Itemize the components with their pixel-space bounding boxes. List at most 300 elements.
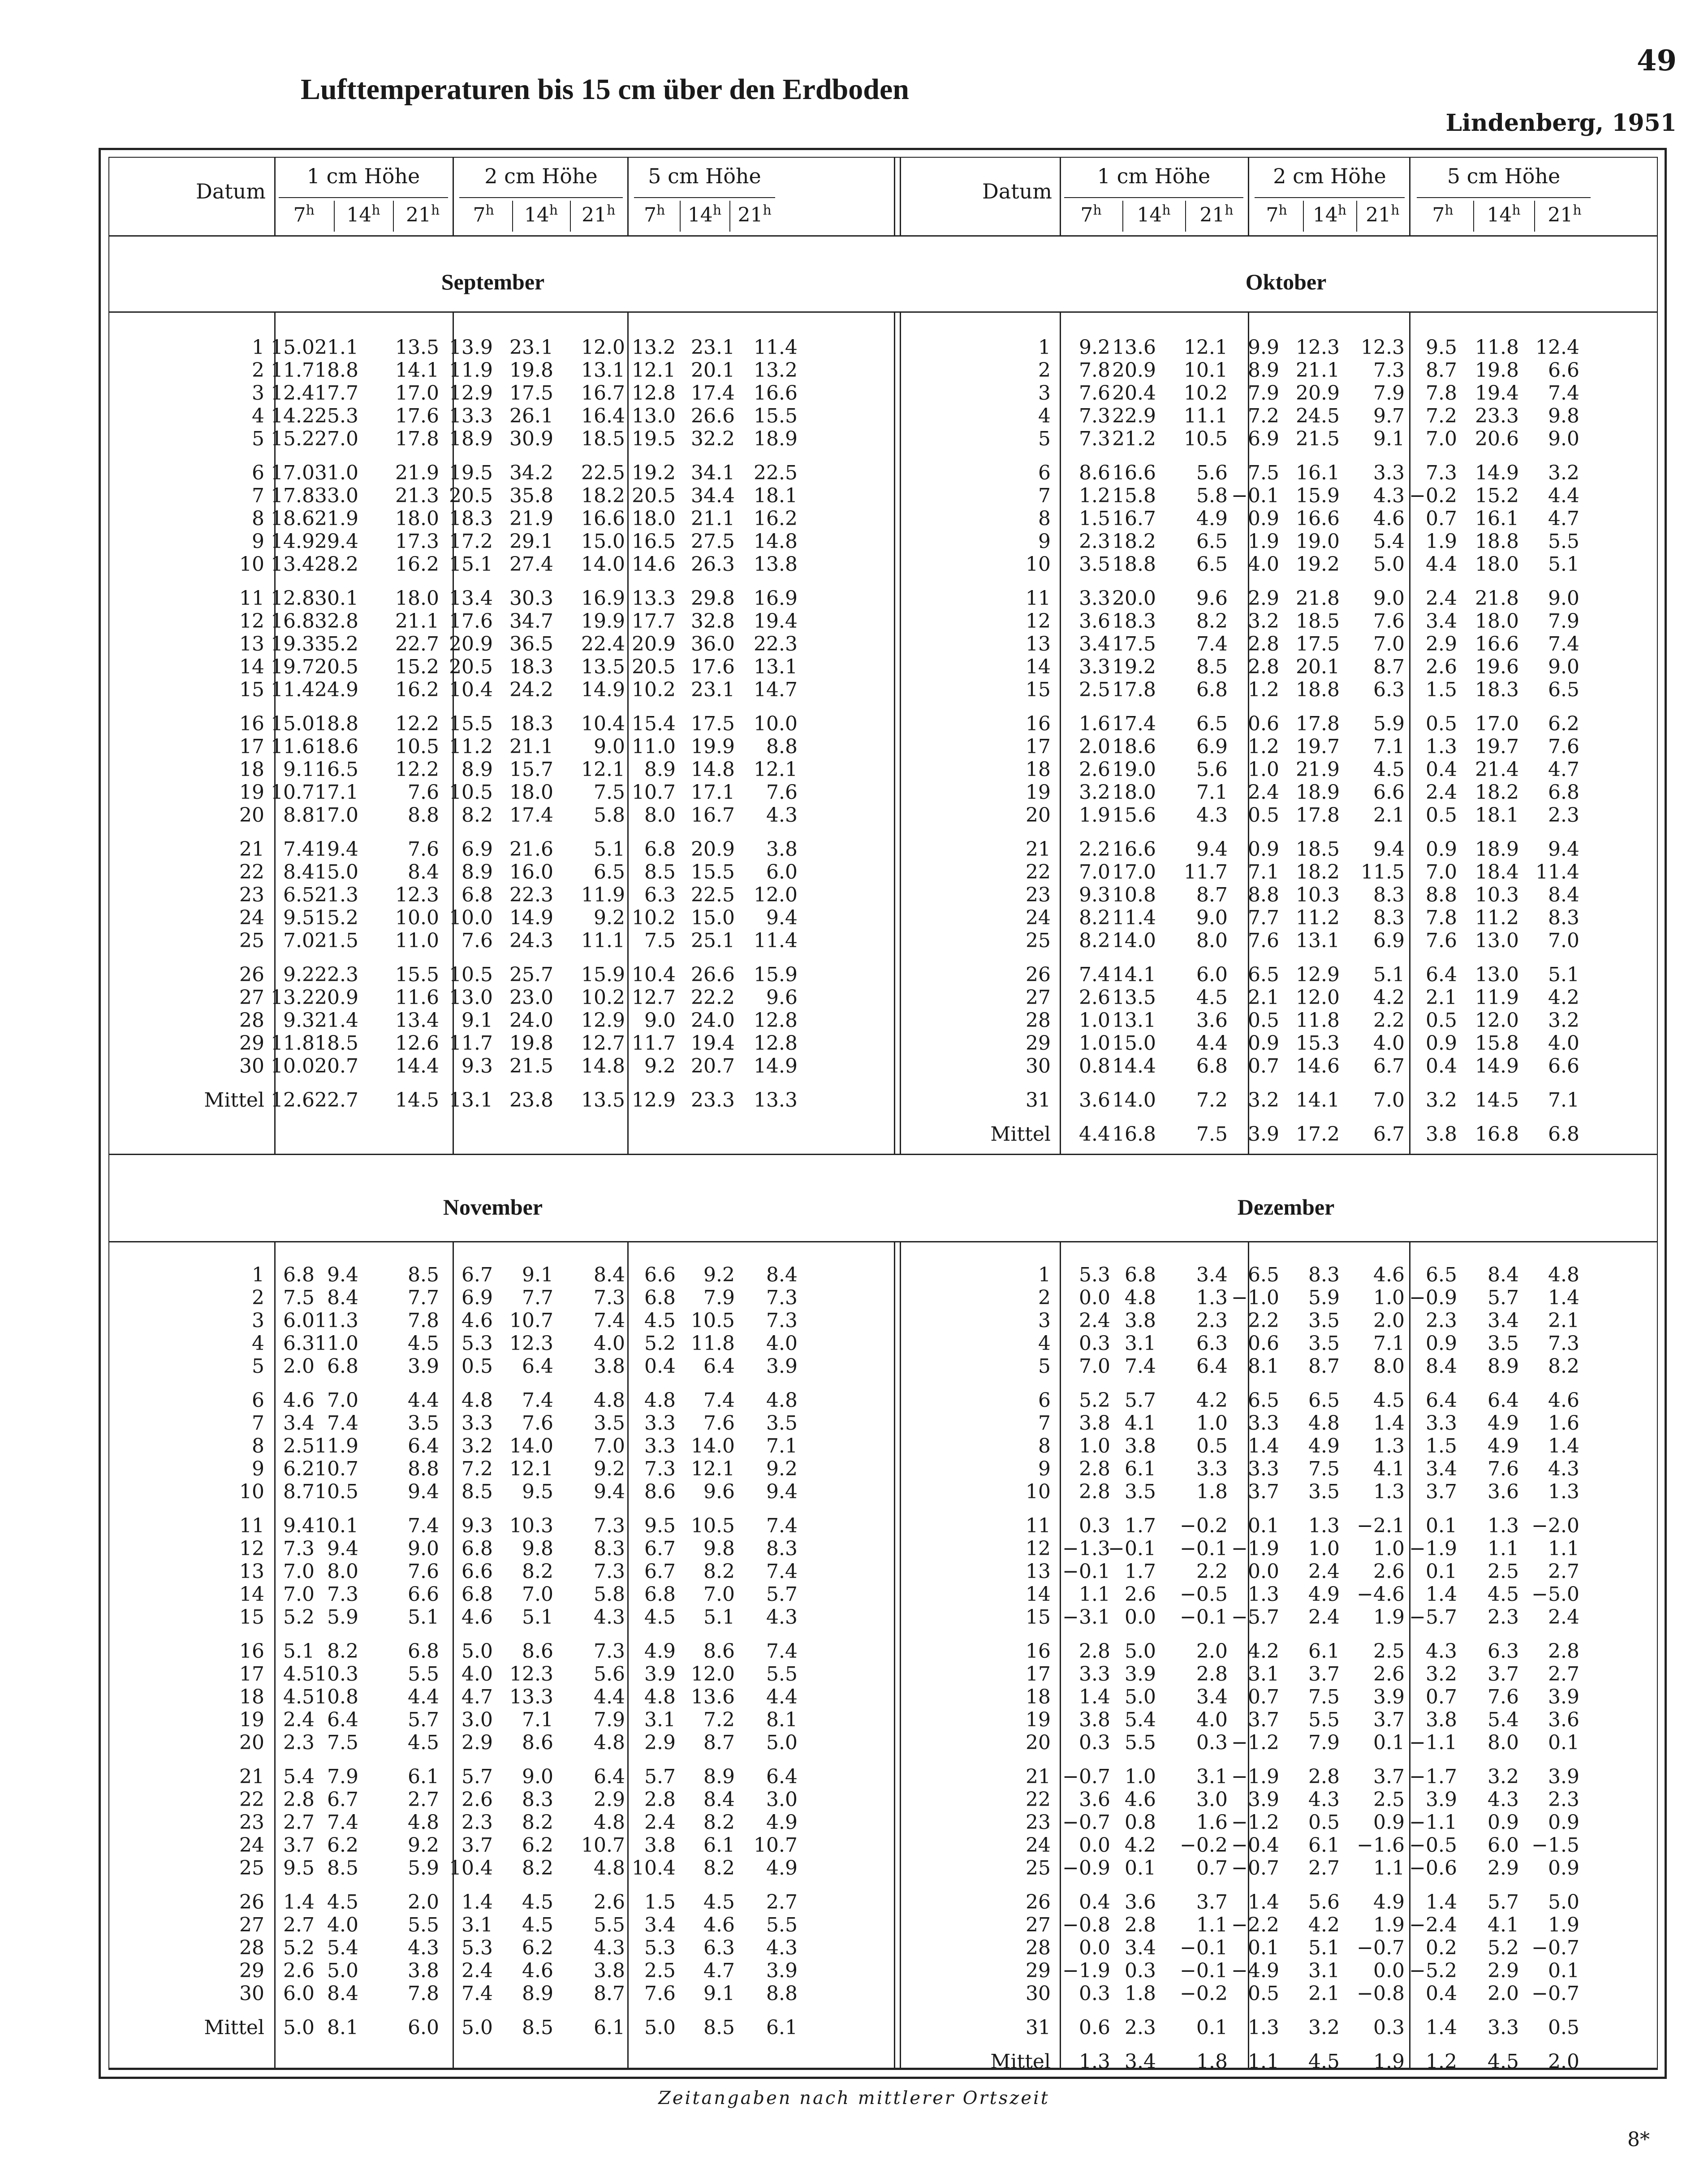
table-cell: 8.9 xyxy=(1248,359,1279,382)
table-cell: 7.5 xyxy=(1308,1457,1340,1480)
table-cell: 3.2 xyxy=(462,1435,493,1457)
table-cell: 20.6 xyxy=(1475,427,1519,450)
table-cell: 6.4 xyxy=(594,1765,625,1788)
time-divider xyxy=(1534,201,1535,232)
table-cell: 8.2 xyxy=(522,1811,553,1834)
table-cell: 10.0 xyxy=(395,906,439,929)
table-cell: 4.5 xyxy=(1373,1389,1405,1412)
table-cell: 6.7 xyxy=(644,1537,676,1560)
table-cell: −0.7 xyxy=(1062,1765,1110,1788)
table-cell: 4.0 xyxy=(766,1332,798,1355)
table-cell: 16.4 xyxy=(581,405,625,427)
table-row-datum: 26 xyxy=(239,1891,264,1914)
table-cell: 1.3 xyxy=(1196,1286,1228,1309)
table-cell: 3.9 xyxy=(644,1663,676,1686)
table-cell: 8.6 xyxy=(522,1731,553,1754)
table-cell: 5.3 xyxy=(1079,1263,1110,1286)
table-cell: 6.1 xyxy=(408,1765,439,1788)
table-cell: 5.7 xyxy=(766,1583,798,1606)
table-cell: 3.6 xyxy=(1079,1788,1110,1811)
table-cell: 4.0 xyxy=(594,1332,625,1355)
table-cell: 20.5 xyxy=(449,484,493,507)
table-cell: 2.6 xyxy=(1373,1560,1405,1583)
table-cell: 36.0 xyxy=(691,633,735,655)
table-cell: 12.1 xyxy=(691,1457,735,1480)
table-cell: 0.5 xyxy=(1426,804,1457,827)
table-cell: 1.4 xyxy=(1373,1412,1405,1435)
table-cell: 4.3 xyxy=(766,804,798,827)
table-cell: 15.5 xyxy=(449,712,493,735)
table-cell: 4.9 xyxy=(766,1811,798,1834)
table-cell: 3.7 xyxy=(1248,1708,1279,1731)
station-year: Lindenberg, 1951 xyxy=(1445,109,1677,137)
table-cell: 22.7 xyxy=(395,633,439,655)
table-row-datum: 25 xyxy=(239,1857,264,1880)
table-cell: 14.6 xyxy=(1296,1055,1340,1078)
table-cell: 16.8 xyxy=(271,610,315,633)
table-row-datum: 22 xyxy=(239,861,264,884)
table-cell: 7.4 xyxy=(1079,963,1110,986)
table-row-datum: 3 xyxy=(252,382,264,405)
table-cell: 31.0 xyxy=(315,461,358,484)
table-cell: 4.6 xyxy=(522,1959,553,1982)
table-cell: 15.2 xyxy=(271,427,315,450)
table-cell: 13.2 xyxy=(754,359,798,382)
table-cell: 13.1 xyxy=(754,655,798,678)
table-cell: 3.2 xyxy=(1426,1089,1457,1112)
table-cell: 7.6 xyxy=(462,929,493,952)
table-row-datum: 30 xyxy=(1026,1055,1051,1078)
table-cell: 7.4 xyxy=(1196,633,1228,655)
table-cell: 13.1 xyxy=(1112,1009,1156,1032)
table-cell: 14.0 xyxy=(1112,929,1156,952)
table-cell: −0.2 xyxy=(1409,484,1457,507)
table-cell: 3.4 xyxy=(1079,633,1110,655)
time-label: 7$^h$ xyxy=(644,203,665,227)
table-cell: 2.6 xyxy=(1079,986,1110,1009)
table-cell: 20.0 xyxy=(1112,587,1156,610)
table-cell: 1.0 xyxy=(1079,1009,1110,1032)
table-cell: 18.2 xyxy=(1296,861,1340,884)
table-cell: −0.1 xyxy=(1180,1936,1228,1959)
table-cell: 4.6 xyxy=(283,1389,315,1412)
table-cell: 7.2 xyxy=(462,1457,493,1480)
table-row-datum: 12 xyxy=(239,610,264,633)
table-cell: 0.7 xyxy=(1196,1857,1228,1880)
table-cell: −1.5 xyxy=(1531,1834,1579,1857)
table-cell: 3.1 xyxy=(644,1708,676,1731)
center-divider-b xyxy=(900,157,901,235)
table-cell: 4.2 xyxy=(1308,1914,1340,1936)
table-cell: 14.9 xyxy=(754,1055,798,1078)
table-cell: 12.0 xyxy=(1475,1009,1519,1032)
table-cell: 21.5 xyxy=(315,929,358,952)
table-cell: −1.3 xyxy=(1062,1537,1110,1560)
table-cell: 14.9 xyxy=(509,906,553,929)
table-cell: 3.3 xyxy=(644,1435,676,1457)
table-row-datum: 15 xyxy=(239,1606,264,1629)
table-cell: 8.4 xyxy=(1548,884,1579,906)
table-cell: 12.3 xyxy=(509,1332,553,1355)
table-cell: 34.1 xyxy=(691,461,735,484)
table-cell: 3.9 xyxy=(1548,1686,1579,1708)
table-cell: 3.3 xyxy=(1426,1412,1457,1435)
table-cell: 9.0 xyxy=(1548,427,1579,450)
table-cell: 6.0 xyxy=(1488,1834,1519,1857)
table-cell: 0.4 xyxy=(1079,1891,1110,1914)
table-cell: 26.6 xyxy=(691,405,735,427)
table-cell: 11.8 xyxy=(1296,1009,1340,1032)
table-cell: 2.8 xyxy=(1079,1640,1110,1663)
table-cell: 1.9 xyxy=(1248,530,1279,553)
table-row-datum: 29 xyxy=(1026,1959,1051,1982)
table-cell: 8.2 xyxy=(703,1811,735,1834)
table-cell: 13.9 xyxy=(449,336,493,359)
mittel-cell: 22.7 xyxy=(315,1089,358,1112)
table-row-datum: 5 xyxy=(252,1355,264,1378)
table-cell: 9.0 xyxy=(1548,655,1579,678)
table-row-datum: 20 xyxy=(1026,1731,1051,1754)
table-cell: 23.3 xyxy=(1475,405,1519,427)
table-cell: 8.5 xyxy=(1196,655,1228,678)
table-cell: 25.7 xyxy=(509,963,553,986)
table-cell: 11.4 xyxy=(271,678,315,701)
table-cell: 8.0 xyxy=(644,804,676,827)
table-cell: 5.6 xyxy=(1196,461,1228,484)
table-cell: 15.7 xyxy=(509,758,553,781)
table-cell: 17.1 xyxy=(691,781,735,804)
table-cell: 2.7 xyxy=(1548,1560,1579,1583)
table-cell: 6.5 xyxy=(1248,1389,1279,1412)
table-row-datum: 22 xyxy=(1026,861,1051,884)
table-cell: 7.6 xyxy=(408,781,439,804)
table-row-datum: 17 xyxy=(239,735,264,758)
table-cell: 0.9 xyxy=(1426,838,1457,861)
time-divider xyxy=(1122,201,1123,232)
mittel-cell: 5.0 xyxy=(283,2016,315,2039)
table-cell: 16.0 xyxy=(509,861,553,884)
table-cell: 2.6 xyxy=(283,1959,315,1982)
month-title: Dezember xyxy=(1237,1194,1335,1220)
table-cell: 10.5 xyxy=(449,963,493,986)
table-cell: 9.3 xyxy=(462,1055,493,1078)
table-cell: 18.0 xyxy=(632,507,676,530)
table-cell: 4.2 xyxy=(1548,986,1579,1009)
table-cell: 19.7 xyxy=(1296,735,1340,758)
table-cell: 9.4 xyxy=(766,1480,798,1503)
table-row-datum: 23 xyxy=(1026,884,1051,906)
table-cell: 9.1 xyxy=(522,1263,553,1286)
table-cell: 4.5 xyxy=(1373,758,1405,781)
table-cell: 12.3 xyxy=(1361,336,1405,359)
table-cell: 19.8 xyxy=(509,359,553,382)
table-cell: 24.0 xyxy=(691,1009,735,1032)
table-cell: 11.7 xyxy=(632,1032,676,1055)
table-cell: 5.7 xyxy=(1488,1891,1519,1914)
table-row-datum: 30 xyxy=(239,1982,264,2005)
table-cell: 21.8 xyxy=(1475,587,1519,610)
table-row-datum: 13 xyxy=(1026,633,1051,655)
table-cell: 4.6 xyxy=(1373,507,1405,530)
table-cell: 20.1 xyxy=(691,359,735,382)
table-cell: 7.0 xyxy=(1079,861,1110,884)
table-row-datum: 22 xyxy=(1026,1788,1051,1811)
table-cell: 0.3 xyxy=(1125,1959,1156,1982)
table-cell: 6.3 xyxy=(283,1332,315,1355)
table-cell: 13.3 xyxy=(509,1686,553,1708)
table-cell: 12.3 xyxy=(1296,336,1340,359)
table-cell: 4.7 xyxy=(1548,758,1579,781)
table-cell: 6.4 xyxy=(1426,963,1457,986)
table-cell: 0.5 xyxy=(1196,1435,1228,1457)
table-cell: 3.4 xyxy=(1488,1309,1519,1332)
center-divider-d xyxy=(900,311,901,1154)
table-cell: 6.6 xyxy=(1548,359,1579,382)
time-label: 14$^h$ xyxy=(524,203,558,227)
table-cell: 4.2 xyxy=(1125,1834,1156,1857)
table-row-datum: 29 xyxy=(239,1959,264,1982)
table-row-datum: 19 xyxy=(239,1708,264,1731)
table-cell: 0.3 xyxy=(1079,1982,1110,2005)
table-cell: 3.4 xyxy=(1196,1263,1228,1286)
mittel-cell: 8.1 xyxy=(327,2016,358,2039)
table-cell: 7.0 xyxy=(283,1583,315,1606)
table-cell: 8.3 xyxy=(766,1537,798,1560)
table-cell: 10.7 xyxy=(271,781,315,804)
table-cell: 2.8 xyxy=(1548,1640,1579,1663)
table-cell: 3.2 xyxy=(1079,781,1110,804)
table-row-datum: 19 xyxy=(1026,1708,1051,1731)
height-label: 2 cm Höhe xyxy=(1273,164,1386,188)
table-cell: 21.3 xyxy=(315,884,358,906)
mittel-cell: 4.4 xyxy=(1079,1123,1110,1146)
table-cell: 15.9 xyxy=(1296,484,1340,507)
table-cell: 4.8 xyxy=(1548,1263,1579,1286)
table-cell: 8.2 xyxy=(1079,929,1110,952)
table-cell: 0.9 xyxy=(1488,1811,1519,1834)
table-cell: 20.9 xyxy=(1112,359,1156,382)
table-cell: 16.6 xyxy=(1296,507,1340,530)
table-cell: 4.8 xyxy=(1308,1412,1340,1435)
table-cell: 18.0 xyxy=(1112,781,1156,804)
table-cell: 1.3 xyxy=(1373,1435,1405,1457)
table-cell: 12.1 xyxy=(1184,336,1228,359)
table-cell: 4.9 xyxy=(1308,1435,1340,1457)
table-cell: 3.3 xyxy=(1248,1457,1279,1480)
table-cell: 6.2 xyxy=(327,1834,358,1857)
table-cell: 19.2 xyxy=(1296,553,1340,576)
table-cell: −0.7 xyxy=(1231,1857,1279,1880)
table-cell: 3.3 xyxy=(644,1412,676,1435)
table-cell: 24.2 xyxy=(509,678,553,701)
table-cell: 2.6 xyxy=(1079,758,1110,781)
table-cell: 9.2 xyxy=(594,1457,625,1480)
table-cell: 7.4 xyxy=(462,1982,493,2005)
table-cell: 4.5 xyxy=(522,1914,553,1936)
table-row-datum: 20 xyxy=(1026,804,1051,827)
table-cell: 8.2 xyxy=(1196,610,1228,633)
table-cell: 4.3 xyxy=(766,1936,798,1959)
table-cell: 5.8 xyxy=(1196,484,1228,507)
table-cell: 19.2 xyxy=(632,461,676,484)
table-cell: 17.5 xyxy=(509,382,553,405)
table-cell: 7.4 xyxy=(1125,1355,1156,1378)
mittel-cell: 8.5 xyxy=(522,2016,553,2039)
table-row-datum: 9 xyxy=(1038,530,1051,553)
table-cell: 0.5 xyxy=(1248,1009,1279,1032)
table-cell: 0.0 xyxy=(1079,1936,1110,1959)
table-cell: 6.0 xyxy=(283,1309,315,1332)
table-cell: 3.1 xyxy=(1248,1663,1279,1686)
table-cell: 2.0 xyxy=(1373,1309,1405,1332)
mittel-cell: 23.8 xyxy=(509,1089,553,1112)
table-cell: 10.0 xyxy=(449,906,493,929)
table-cell: 18.8 xyxy=(1475,530,1519,553)
table-row-datum: 16 xyxy=(1026,1640,1051,1663)
table-cell: 8.9 xyxy=(462,861,493,884)
height-label: 1 cm Höhe xyxy=(1097,164,1211,188)
table-cell: −3.1 xyxy=(1062,1606,1110,1629)
table-cell: 17.0 xyxy=(1475,712,1519,735)
table-cell: 2.6 xyxy=(462,1788,493,1811)
table-cell: 7.3 xyxy=(594,1514,625,1537)
table-row-datum: 6 xyxy=(1038,461,1051,484)
height-underline xyxy=(1255,197,1405,198)
table-cell: 7.9 xyxy=(327,1765,358,1788)
table-cell: 10.4 xyxy=(632,963,676,986)
table-cell: 8.1 xyxy=(766,1708,798,1731)
table-row-datum: 1 xyxy=(1038,336,1051,359)
table-cell: 18.5 xyxy=(1296,838,1340,861)
table-cell: 7.0 xyxy=(327,1389,358,1412)
table-cell: 0.1 xyxy=(1548,1731,1579,1754)
table-cell: 7.6 xyxy=(1426,929,1457,952)
table-cell: 17.0 xyxy=(1112,861,1156,884)
table-cell: 9.3 xyxy=(283,1009,315,1032)
table-cell: 7.8 xyxy=(1079,359,1110,382)
time-divider xyxy=(393,201,394,232)
mittel-cell: 14.5 xyxy=(395,1089,439,1112)
table-cell: 0.5 xyxy=(1248,1982,1279,2005)
table-cell: 9.4 xyxy=(327,1263,358,1286)
table-cell: 8.4 xyxy=(766,1263,798,1286)
table-row-datum: 3 xyxy=(252,1309,264,1332)
table-cell: 5.4 xyxy=(1125,1708,1156,1731)
table-cell: 11.7 xyxy=(271,359,315,382)
table-cell: 3.7 xyxy=(1373,1765,1405,1788)
table-cell: 2.0 xyxy=(1196,1640,1228,1663)
table-cell: 3.8 xyxy=(1079,1708,1110,1731)
table-cell: 7.7 xyxy=(522,1286,553,1309)
table-cell: 34.2 xyxy=(509,461,553,484)
table-cell: 6.8 xyxy=(644,838,676,861)
table-cell: 6.8 xyxy=(1196,678,1228,701)
table-cell: 14.1 xyxy=(1296,1089,1340,1112)
table-cell: 18.0 xyxy=(1475,610,1519,633)
table-cell: 5.3 xyxy=(644,1936,676,1959)
table-cell: 16.1 xyxy=(1475,507,1519,530)
table-cell: 3.5 xyxy=(1308,1480,1340,1503)
table-row-datum: 14 xyxy=(239,1583,264,1606)
table-cell: 7.6 xyxy=(1488,1686,1519,1708)
table-cell: −0.1 xyxy=(1180,1606,1228,1629)
table-cell: 9.0 xyxy=(1196,906,1228,929)
table-cell: 20.9 xyxy=(449,633,493,655)
table-cell: 4.3 xyxy=(1488,1788,1519,1811)
table-cell: 1.4 xyxy=(1426,1583,1457,1606)
table-row-datum: 6 xyxy=(1038,1389,1051,1412)
table-cell: 1.6 xyxy=(1079,712,1110,735)
table-cell: 0.4 xyxy=(1426,1055,1457,1078)
table-cell: 4.9 xyxy=(1308,1583,1340,1606)
table-cell: 21.1 xyxy=(691,507,735,530)
table-cell: 2.3 xyxy=(1079,530,1110,553)
table-cell: 4.9 xyxy=(1488,1412,1519,1435)
table-cell: 4.8 xyxy=(594,1389,625,1412)
table-cell: 4.7 xyxy=(703,1959,735,1982)
table-cell: 1.1 xyxy=(1373,1857,1405,1880)
table-cell: 14.0 xyxy=(581,553,625,576)
table-cell: 6.1 xyxy=(1125,1457,1156,1480)
mittel-cell: 6.1 xyxy=(594,2016,625,2039)
table-cell: −1.9 xyxy=(1062,1959,1110,1982)
table-cell: 1.4 xyxy=(1248,1891,1279,1914)
table-cell: 2.9 xyxy=(594,1788,625,1811)
table-cell: 0.5 xyxy=(1548,2016,1579,2039)
table-cell: 10.0 xyxy=(271,1055,315,1078)
table-cell: 24.9 xyxy=(315,678,358,701)
table-cell: 17.8 xyxy=(395,427,439,450)
table-cell: 11.2 xyxy=(1475,906,1519,929)
table-cell: 6.5 xyxy=(1308,1389,1340,1412)
table-row-datum: 27 xyxy=(239,986,264,1009)
table-cell: 8.3 xyxy=(1548,906,1579,929)
table-cell: 2.4 xyxy=(1548,1606,1579,1629)
table-row-datum: 24 xyxy=(239,906,264,929)
table-cell: 7.9 xyxy=(703,1286,735,1309)
table-cell: 21.1 xyxy=(1296,359,1340,382)
table-cell: 7.6 xyxy=(522,1412,553,1435)
table-cell: 18.8 xyxy=(1296,678,1340,701)
table-row-datum: 13 xyxy=(239,633,264,655)
table-cell: 17.4 xyxy=(509,804,553,827)
table-cell: 13.4 xyxy=(395,1009,439,1032)
time-label: 7$^h$ xyxy=(1266,203,1287,227)
table-row-datum: 4 xyxy=(1038,1332,1051,1355)
table-cell: 7.3 xyxy=(766,1286,798,1309)
table-row-datum: 17 xyxy=(1026,1663,1051,1686)
table-cell: 8.3 xyxy=(594,1537,625,1560)
table-cell: 3.8 xyxy=(1125,1435,1156,1457)
table-cell: 4.8 xyxy=(766,1389,798,1412)
table-cell: 3.8 xyxy=(1426,1708,1457,1731)
table-cell: 3.8 xyxy=(766,838,798,861)
table-row-datum: 26 xyxy=(239,963,264,986)
table-cell: 8.2 xyxy=(522,1560,553,1583)
table-cell: 7.3 xyxy=(1426,461,1457,484)
table-cell: 15.4 xyxy=(632,712,676,735)
table-cell: 8.0 xyxy=(327,1560,358,1583)
table-cell: 2.0 xyxy=(1488,1982,1519,2005)
table-cell: 5.9 xyxy=(1308,1286,1340,1309)
table-cell: 2.7 xyxy=(283,1914,315,1936)
table-cell: 10.8 xyxy=(315,1686,358,1708)
table-cell: 21.5 xyxy=(509,1055,553,1078)
table-cell: 18.6 xyxy=(271,507,315,530)
table-cell: 4.4 xyxy=(766,1686,798,1708)
table-cell: 8.2 xyxy=(462,804,493,827)
footer-note: Zeitangaben nach mittlerer Ortszeit xyxy=(658,2088,1050,2108)
